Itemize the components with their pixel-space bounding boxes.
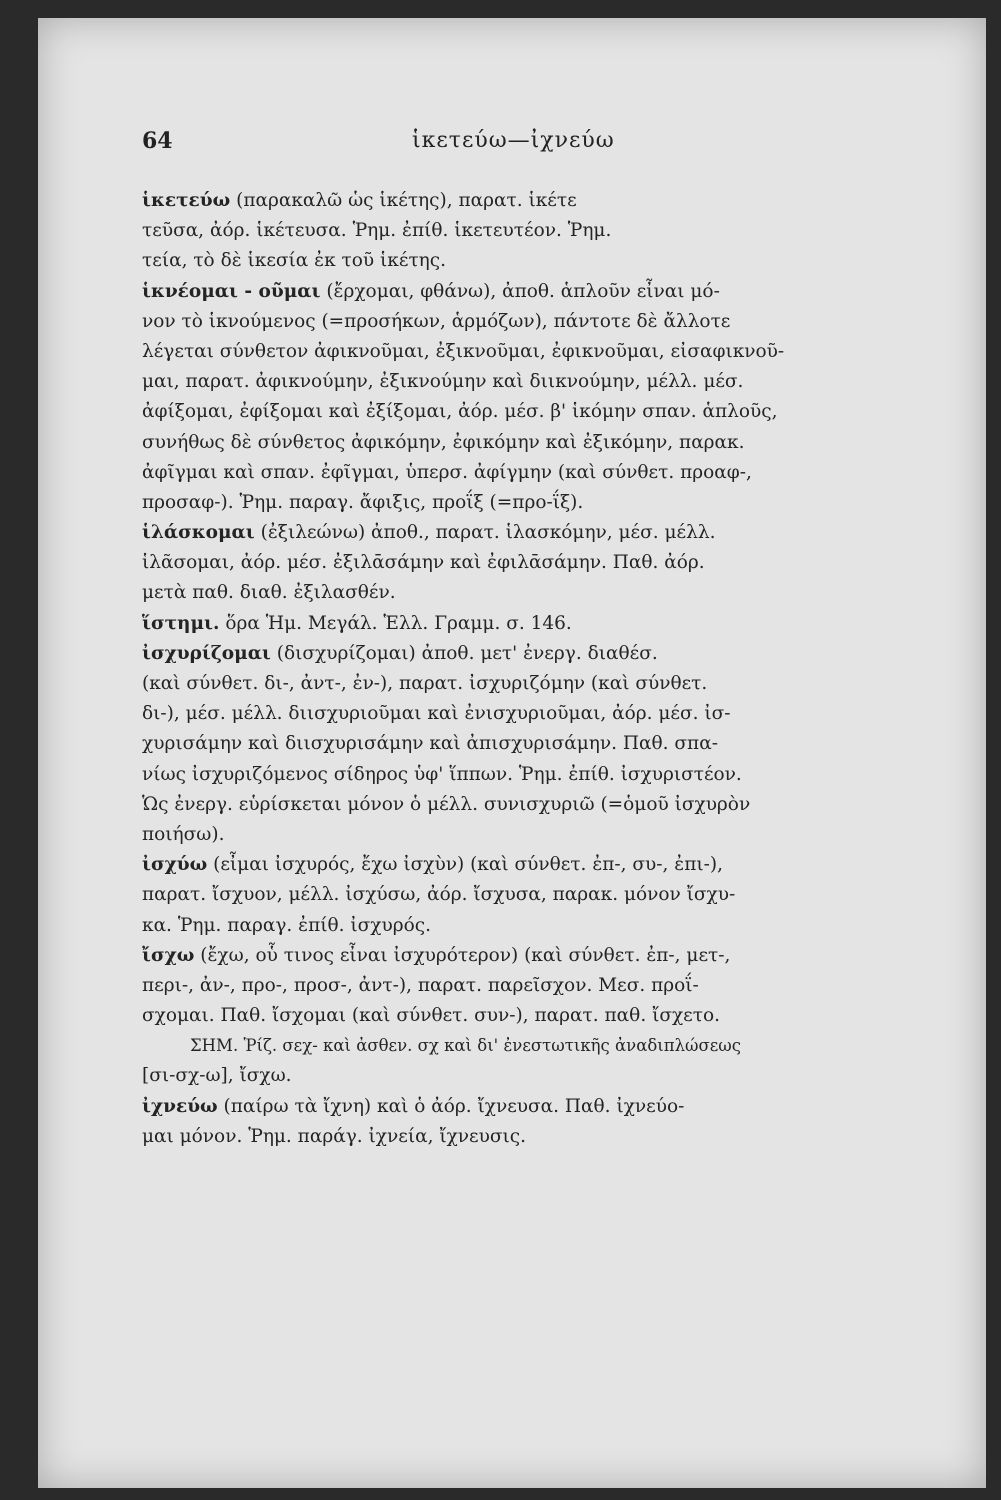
entry-line: (καὶ σύνθετ. δι-, ἀντ-, ἐν-), παρατ. ἰσχυριζόμην (καὶ σύνθετ.	[142, 673, 708, 694]
entry-text: (δισχυρίζομαι) ἀποθ. μετ' ἐνεργ. διαθέσ.	[276, 642, 658, 664]
entry-line	[142, 1092, 957, 1122]
entry-line: συνήθως δὲ σύνθετος ἀφικόμην, ἐφικόμην καὶ ἐξικόμην, παρακ.	[142, 431, 745, 453]
entry-line	[142, 941, 957, 971]
page-number: 64	[142, 128, 173, 154]
note-label: ΣΗΜ.	[190, 1036, 239, 1056]
entry-line: περι-, ἀν-, προ-, προσ-, ἀντ-), παρατ. παρεῖσχον. Μεσ. προΐ-	[142, 974, 699, 996]
headword: ἱκνέομαι - οῦμαι	[142, 280, 321, 302]
entry-text: (ἐξιλεώνω) ἀποθ., παρατ. ἱλασκόμην, μέσ. μέλλ.	[260, 522, 716, 544]
entry-line: ἀφῖγμαι καὶ σπαν. ἐφῖγμαι, ὑπερσ. ἀφίγμην (καὶ σύνθετ. προαφ-,	[142, 461, 752, 483]
entry-line: λέγεται σύνθετον ἀφικνοῦμαι, ἐξικνοῦμαι, ἐφικνοῦμαι, εἰσαφικνοῦ-	[142, 340, 785, 362]
entry-list	[142, 186, 957, 1152]
note-text: Ῥίζ. σεχ- καὶ ἀσθεν. σχ καὶ δι' ἐνεστωτικῆς ἀναδιπλώσεως	[243, 1036, 741, 1056]
entry-line: Ὡς ἐνεργ. εὑρίσκεται μόνον ὁ μέλλ. συνισχυριῶ (=ὁμοῦ ἰσχυρὸν	[142, 793, 751, 815]
entry-line: χυρισάμην καὶ διισχυρισάμην καὶ ἀπισχυρισάμην. Παθ. σπα-	[142, 733, 718, 755]
entry-line: μαι μόνον. Ῥημ. παράγ. ἰχνεία, ἴχνευσις.	[142, 1125, 526, 1147]
entry-text: ὅρα Ἡμ. Μεγάλ. Ἑλλ. Γραμμ. σ. 146.	[225, 612, 572, 634]
entry-line: τεῦσα, ἀόρ. ἱκέτευσα. Ῥημ. ἐπίθ. ἱκετευτέον. Ῥημ.	[142, 220, 612, 242]
headword: ἰσχύω	[142, 854, 208, 876]
entry-istemi	[142, 609, 957, 639]
entry-line: δι-), μέσ. μέλλ. διισχυριοῦμαι καὶ ἐνισχυριοῦμαι, ἀόρ. μέσ. ἰσ-	[142, 703, 731, 725]
headword: ἱλάσκομαι	[142, 522, 255, 544]
entry-ischuo	[142, 850, 957, 941]
entry-ichneuo	[142, 1092, 957, 1152]
entry-iknoumai	[142, 277, 957, 519]
entry-iketeuo	[142, 186, 957, 277]
entry-text: (παρακαλῶ ὡς ἱκέτης), παρατ. ἱκέτε	[236, 190, 577, 211]
entry-line: ποιήσω).	[142, 823, 225, 845]
headword: ἵστημι.	[142, 612, 220, 634]
entry-line: προσαφ-). Ῥημ. παραγ. ἄφιξις, προΐξ (=προ-ΐξ).	[142, 491, 584, 513]
entry-line	[142, 639, 957, 669]
note-line	[142, 1031, 957, 1061]
entry-text: (ἔρχομαι, φθάνω), ἀποθ. ἁπλοῦν εἶναι μό-	[326, 280, 720, 302]
entry-line	[142, 186, 957, 216]
entry-line: ἱλᾶσομαι, ἀόρ. μέσ. ἐξιλᾱσάμην καὶ ἐφιλᾱσάμην. Παθ. ἀόρ.	[142, 552, 705, 574]
headword: ἰσχυρίζομαι	[142, 642, 271, 664]
entry-line: τεία, τὸ δὲ ἱκεσία ἐκ τοῦ ἱκέτης.	[142, 250, 447, 272]
entry-line: νίως ἰσχυριζόμενος σίδηρος ὑφ' ἵππων. Ῥημ. ἐπίθ. ἰσχυριστέον.	[142, 763, 742, 785]
headword: ἱκετεύω	[142, 190, 231, 211]
entry-line	[142, 850, 957, 880]
headword: ἴσχω	[142, 944, 195, 966]
running-head: ἱκετεύω—ἰχνεύω	[412, 128, 615, 153]
entry-ischurizomai	[142, 639, 957, 850]
entry-text: (παίρω τὰ ἴχνη) καὶ ὁ ἀόρ. ἴχνευσα. Παθ. ἰχνεύο-	[223, 1095, 685, 1117]
entry-line: μαι, παρατ. ἀφικνούμην, ἐξικνούμην καὶ διικνούμην, μέλλ. μέσ.	[142, 371, 744, 393]
entry-text: (ἔχω, οὗ τινος εἶναι ἰσχυρότερον) (καὶ σύνθετ. ἐπ-, μετ-,	[200, 944, 731, 966]
entry-line: παρατ. ἴσχυον, μέλλ. ἰσχύσω, ἀόρ. ἴσχυσα, παρακ. μόνον ἴσχυ-	[142, 884, 736, 906]
entry-line: κα. Ῥημ. παραγ. ἐπίθ. ἰσχυρός.	[142, 914, 431, 936]
entry-line	[142, 277, 957, 307]
entry-line: μετὰ παθ. διαθ. ἐξιλασθέν.	[142, 582, 396, 604]
entry-line: νον τὸ ἱκνούμενος (=προσήκων, ἁρμόζων), πάντοτε δὲ ἄλλοτε	[142, 310, 731, 332]
entry-line: σχομαι. Παθ. ἴσχομαι (καὶ σύνθετ. συν-), παρατ. παθ. ἴσχετο.	[142, 1005, 721, 1027]
entry-text: (εἶμαι ἰσχυρός, ἔχω ἰσχὺν) (καὶ σύνθετ. ἐπ-, συ-, ἐπι-),	[213, 854, 723, 876]
entry-line: ἀφίξομαι, ἐφίξομαι καὶ ἐξίξομαι, ἀόρ. μέσ. β' ἱκόμην σπαν. ἁπλοῦς,	[142, 401, 778, 423]
note-line: [σι-σχ-ω], ἴσχω.	[142, 1065, 292, 1087]
entry-line	[142, 609, 957, 639]
entry-ischo	[142, 941, 957, 1032]
headword: ἰχνεύω	[142, 1095, 218, 1117]
entry-ischo-note	[142, 1031, 957, 1091]
entry-line	[142, 518, 957, 548]
page-header	[142, 128, 742, 168]
entry-ilaskomai	[142, 518, 957, 609]
